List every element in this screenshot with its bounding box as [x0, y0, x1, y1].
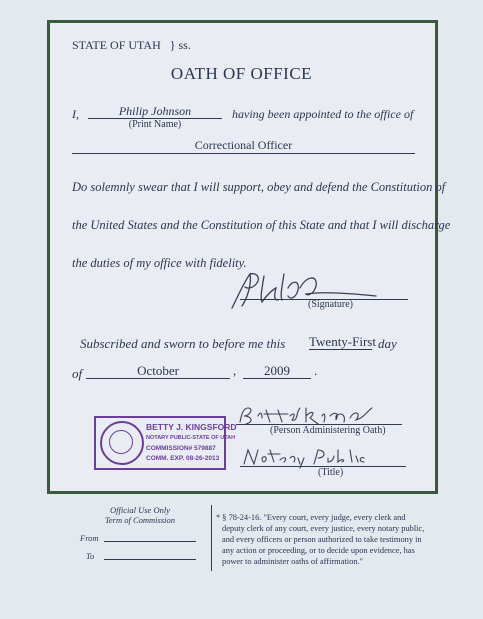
- day-line: [309, 349, 372, 350]
- pronoun-i: I,: [72, 107, 79, 121]
- brace-symbol: }: [169, 38, 176, 52]
- to-line: [104, 559, 196, 560]
- document-title: OATH OF OFFICE: [170, 64, 313, 83]
- stamp-line-4: COMM. EXP. 08-26-2013: [146, 455, 220, 462]
- office-line: [72, 153, 415, 154]
- signature-label: (Signature): [308, 299, 353, 310]
- oath-line-3: the duties of my office with fidelity.: [72, 256, 247, 270]
- stamp-line-2: NOTARY PUBLIC-STATE OF UTAH: [146, 435, 236, 441]
- from-line: [104, 541, 196, 542]
- oath-line-1: Do solemnly swear that I will support, obey and defend the Constitution of: [72, 180, 446, 194]
- stamp-name: BETTY J. KINGSFORD: [146, 422, 237, 432]
- subscribed-text: Subscribed and sworn to before me this: [80, 336, 286, 351]
- print-name-value: Philip Johnson: [118, 104, 192, 118]
- stamp-line-3: COMMISSION# 579887: [146, 445, 216, 452]
- year-value: 2009: [264, 363, 290, 378]
- from-label: From: [80, 533, 99, 543]
- footer-divider: [211, 505, 212, 571]
- day-word: day: [378, 336, 397, 351]
- of-word: of: [72, 366, 83, 381]
- office-value: Correctional Officer: [194, 138, 293, 152]
- official-use-label: Official Use Only: [110, 505, 170, 515]
- month-line: [86, 378, 230, 379]
- handwritten-signature-philip: [228, 266, 378, 312]
- print-name-label: (Print Name): [128, 119, 182, 130]
- notary-seal-icon: [100, 421, 144, 465]
- statute-line-3: and every officers or person authorized to take testimony in: [222, 535, 422, 544]
- statute-line-4: any action or proceeding, or to decide upon evidence, has: [222, 546, 415, 555]
- administering-label: (Person Administering Oath): [270, 425, 386, 436]
- statute-line-1: * § 78-24-16. "Every court, every judge, every clerk and: [216, 513, 406, 522]
- year-period: .: [314, 363, 318, 378]
- state-header: [72, 38, 191, 53]
- statute-line-5: power to administer oaths of affirmation.": [222, 557, 363, 566]
- notary-stamp: [94, 416, 237, 470]
- day-value: Twenty-First: [309, 334, 376, 349]
- year-line: [243, 378, 311, 379]
- appointed-text: having been appointed to the office of: [232, 107, 414, 121]
- month-value: October: [137, 363, 179, 378]
- statute-line-2: deputy clerk of any court, every justice, every notary public,: [222, 524, 425, 533]
- ss-label: ss.: [178, 38, 191, 52]
- comma: ,: [233, 363, 237, 378]
- title-label: (Title): [318, 467, 344, 478]
- oath-line-2: the United States and the Constitution of this State and that I will discharge: [72, 218, 451, 232]
- to-label: To: [86, 551, 95, 561]
- state-label: STATE OF UTAH: [72, 38, 161, 52]
- term-of-commission-label: Term of Commission: [104, 515, 176, 525]
